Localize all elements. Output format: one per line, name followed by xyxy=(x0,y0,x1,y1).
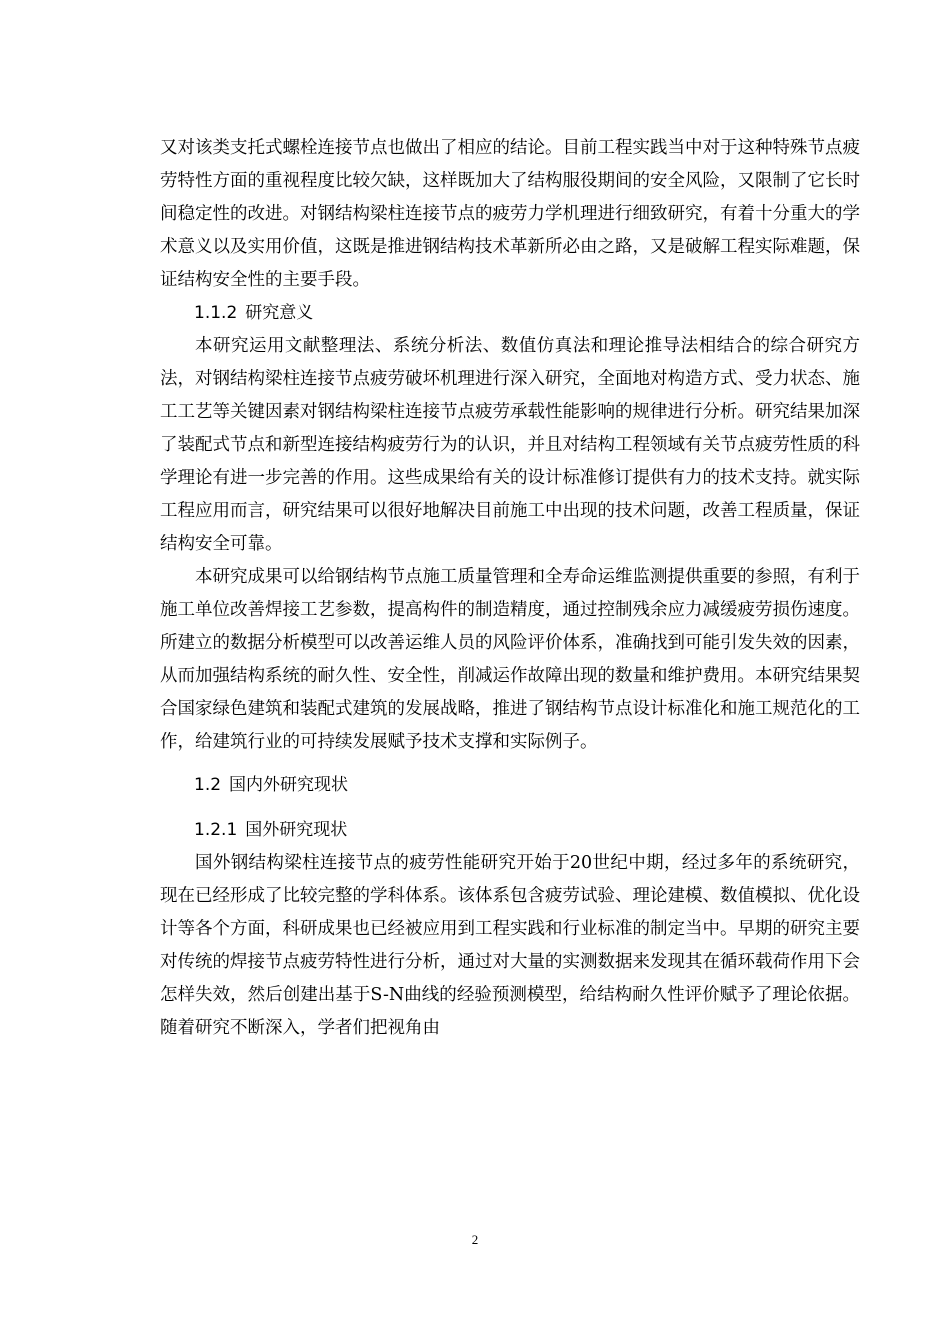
heading-number: 1.2 xyxy=(194,775,222,795)
heading-number: 1.2.1 xyxy=(194,820,238,840)
page-content xyxy=(160,132,860,1045)
paragraph-continuation: 又对该类支托式螺栓连接节点也做出了相应的结论。目前工程实践当中对于这种特殊节点疲劳特性方面的重视程度比较欠缺，这样既加大了结构服役期间的安全风险，又限制了它长时间稳定性的改进。对钢结构梁柱连接节点的疲劳力学机理进行细致研究，有着十分重大的学术意义以及实用价值，这既是推进钢结构技术革新所必由之路，又是破解工程实际难题，保证结构安全性的主要手段。 xyxy=(160,138,860,290)
heading-number: 1.1.2 xyxy=(194,303,238,323)
section-heading-1-2-1 xyxy=(160,814,860,847)
heading-title: 国外研究现状 xyxy=(245,820,348,840)
page-number: 2 xyxy=(471,1232,479,1247)
paragraph-foreign-research: 国外钢结构梁柱连接节点的疲劳性能研究开始于20世纪中期，经过多年的系统研究，现在已经形成了比较完整的学科体系。该体系包含疲劳试验、理论建模、数值模拟、优化设计等各个方面，科研成果也已经被应用到工程实践和行业标准的制定当中。早期的研究主要对传统的焊接节点疲劳特性进行分析，通过对大量的实测数据来发现其在循环载荷作用下会怎样失效，然后创建出基于S-N曲线的经验预测模型，给结构耐久性评价赋予了理论依据。随着研究不断深入，学者们把视角由 xyxy=(160,853,860,1038)
section-heading-1-2 xyxy=(160,769,860,802)
paragraph-research-significance-1: 本研究运用文献整理法、系统分析法、数值仿真法和理论推导法相结合的综合研究方法，对钢结构梁柱连接节点疲劳破坏机理进行深入研究，全面地对构造方式、受力状态、施工工艺等关键因素对钢结构梁柱连接节点疲劳承载性能影响的规律进行分析。研究结果加深了装配式节点和新型连接结构疲劳行为的认识，并且对结构工程领域有关节点疲劳性质的科学理论有进一步完善的作用。这些成果给有关的设计标准修订提供有力的技术支持。就实际工程应用而言，研究结果可以很好地解决目前施工中出现的技术问题，改善工程质量，保证结构安全可靠。 xyxy=(160,336,860,554)
paragraph-research-significance-2: 本研究成果可以给钢结构节点施工质量管理和全寿命运维监测提供重要的参照，有利于施工单位改善焊接工艺参数，提高构件的制造精度，通过控制残余应力减缓疲劳损伤速度。所建立的数据分析模型可以改善运维人员的风险评价体系，准确找到可能引发失效的因素，从而加强结构系统的耐久性、安全性，削减运作故障出现的数量和维护费用。本研究结果契合国家绿色建筑和装配式建筑的发展战略，推进了钢结构节点设计标准化和施工规范化的工作，给建筑行业的可持续发展赋予技术支撑和实际例子。 xyxy=(160,567,860,752)
section-heading-1-1-2 xyxy=(160,297,860,330)
heading-title: 研究意义 xyxy=(245,303,314,323)
heading-title: 国内外研究现状 xyxy=(229,775,349,795)
